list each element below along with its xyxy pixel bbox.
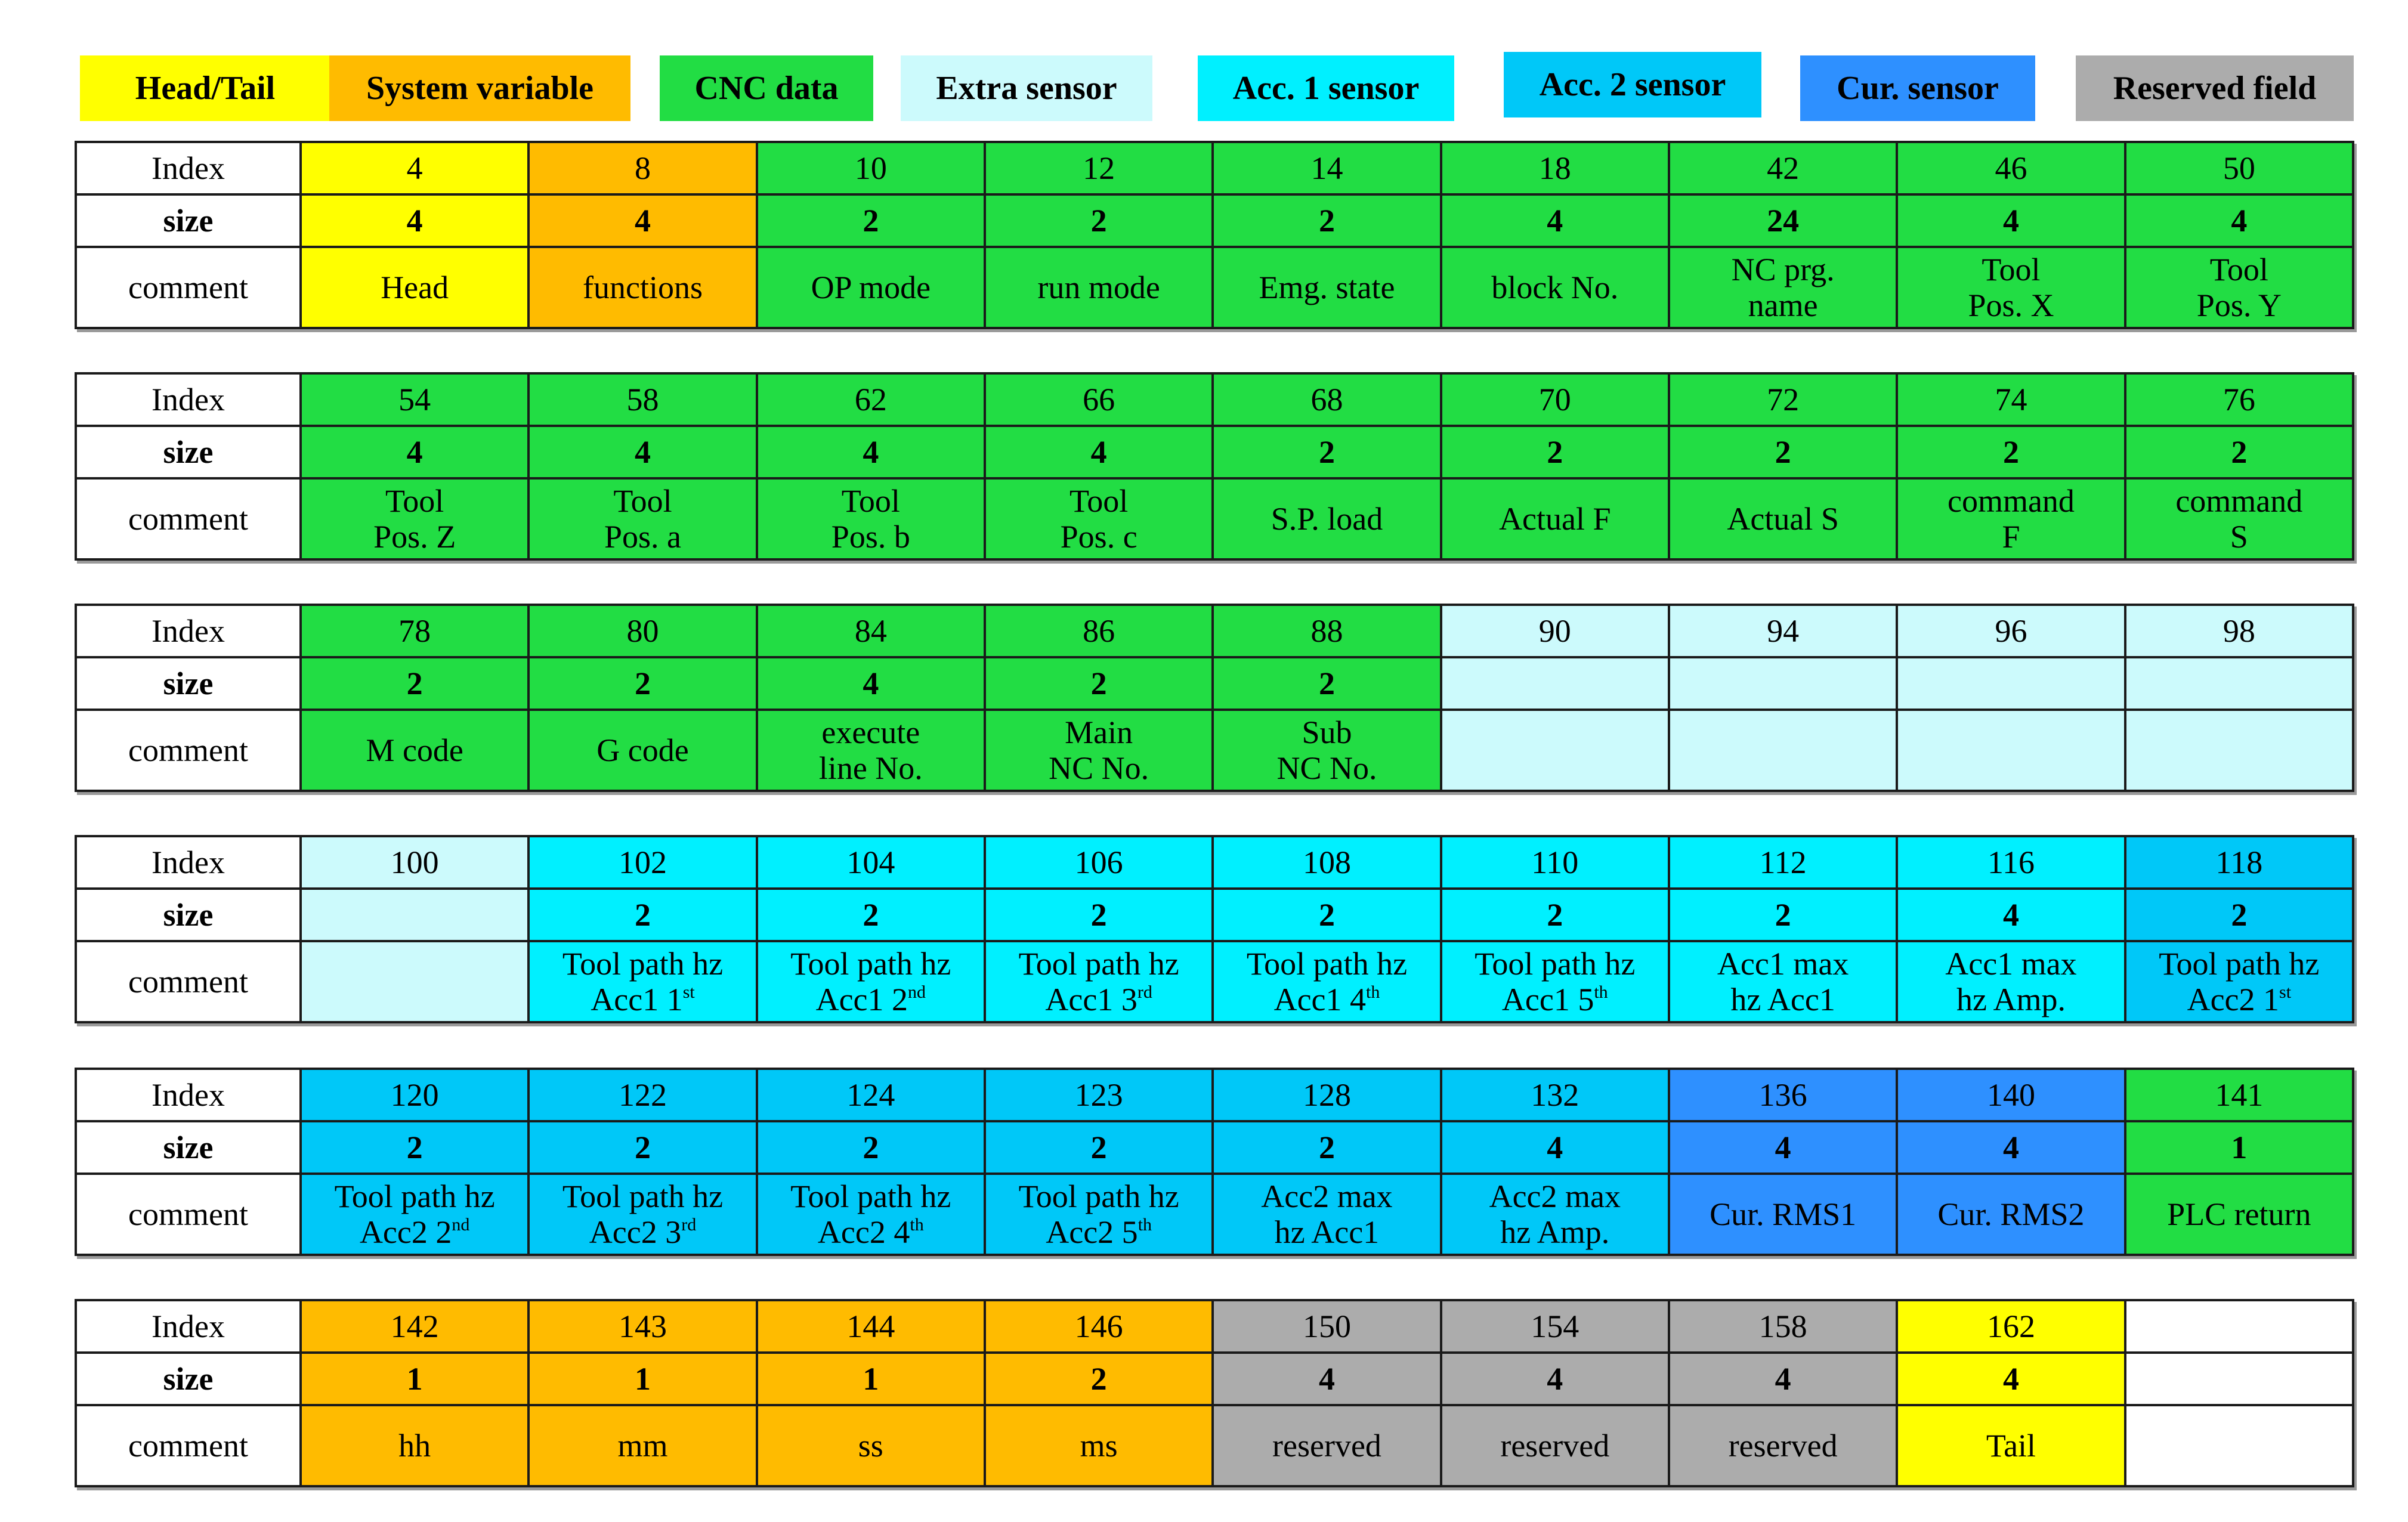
size-cell: 2: [985, 1121, 1213, 1174]
size-cell: [1669, 657, 1897, 710]
comment-cell: [2125, 247, 2353, 328]
comment-cell: [528, 478, 756, 559]
comment-cell: [1441, 710, 1669, 791]
comment-cell: [301, 247, 528, 328]
index-cell: 62: [757, 373, 985, 426]
index-row: [76, 373, 2353, 426]
ordinal-suffix: th: [1594, 982, 1608, 1002]
comment-line-1: command: [1947, 482, 2075, 519]
comment-line-1: reserved: [1272, 1427, 1381, 1464]
comment-line-1: reserved: [1728, 1427, 1838, 1464]
index-cell: [2125, 1300, 2353, 1353]
index-row-label: Index: [76, 373, 301, 426]
comment-line-1: Tool: [385, 482, 444, 519]
size-cell: 2: [528, 657, 756, 710]
index-cell: 84: [757, 605, 985, 657]
data-block-2: [75, 372, 2354, 561]
index-cell: 124: [757, 1069, 985, 1121]
comment-cell: [757, 710, 985, 791]
size-row-label: size: [76, 657, 301, 710]
comment-line-1: Acc1 max: [1945, 945, 2077, 982]
comment-cell: [1669, 247, 1897, 328]
legend-acc2-sensor: Acc. 2 sensor: [1504, 52, 1761, 117]
comment-row-label: comment: [76, 247, 301, 328]
comment-cell: [301, 710, 528, 791]
comment-line-1: Tool path hz: [334, 1178, 495, 1214]
size-cell: 2: [1669, 426, 1897, 478]
comment-line-2: hz Amp.: [1956, 982, 2066, 1017]
comment-line-1: Acc1 max: [1717, 945, 1849, 982]
index-cell: 102: [528, 836, 756, 889]
ordinal-suffix: th: [910, 1215, 924, 1235]
comment-cell: [1669, 1174, 1897, 1255]
size-cell: [301, 889, 528, 941]
comment-line-1: execute: [821, 714, 920, 750]
comment-cell: [1441, 1174, 1669, 1255]
comment-line-2: Pos. c: [1060, 519, 1137, 555]
comment-cell: [301, 1405, 528, 1486]
ordinal-suffix: th: [1366, 982, 1380, 1002]
comment-line-1: Acc2 max: [1261, 1178, 1393, 1214]
comment-cell: [2125, 941, 2353, 1022]
index-cell: 154: [1441, 1300, 1669, 1353]
index-cell: 68: [1213, 373, 1441, 426]
data-block-6: [75, 1299, 2354, 1487]
size-cell: 2: [1213, 889, 1441, 941]
comment-line-1: Cur. RMS2: [1937, 1196, 2085, 1232]
comment-line-1: block No.: [1491, 269, 1619, 305]
index-cell: 78: [301, 605, 528, 657]
size-row-label: size: [76, 194, 301, 247]
index-cell: 108: [1213, 836, 1441, 889]
size-cell: 1: [757, 1353, 985, 1405]
index-cell: 8: [528, 142, 756, 194]
index-cell: 4: [301, 142, 528, 194]
comment-cell: [301, 478, 528, 559]
comment-line-1: run mode: [1037, 269, 1160, 305]
comment-line-1: G code: [596, 732, 689, 768]
comment-line-1: Tool path hz: [1475, 945, 1636, 982]
comment-cell: [985, 1174, 1213, 1255]
comment-cell: [1669, 1405, 1897, 1486]
comment-cell: [2125, 1174, 2353, 1255]
comment-line-1: Tool: [2209, 251, 2268, 287]
index-cell: 146: [985, 1300, 1213, 1353]
index-row-label: Index: [76, 605, 301, 657]
comment-line-2: Pos. Y: [2196, 287, 2282, 323]
comment-cell: [2125, 478, 2353, 559]
index-cell: 80: [528, 605, 756, 657]
index-cell: 140: [1897, 1069, 2125, 1121]
comment-cell: [1897, 710, 2125, 791]
comment-cell: [985, 710, 1213, 791]
index-cell: 42: [1669, 142, 1897, 194]
size-cell: 2: [2125, 889, 2353, 941]
comment-cell: [757, 1174, 985, 1255]
size-row-label: size: [76, 1353, 301, 1405]
size-cell: 2: [757, 194, 985, 247]
size-cell: 4: [1897, 889, 2125, 941]
index-row: [76, 836, 2353, 889]
ordinal-suffix: rd: [1137, 982, 1152, 1002]
comment-row: [76, 478, 2353, 559]
comment-line-2: Pos. X: [1968, 287, 2054, 323]
index-cell: 158: [1669, 1300, 1897, 1353]
comment-line-1: functions: [583, 269, 703, 305]
size-cell: 2: [985, 194, 1213, 247]
size-cell: 2: [1897, 426, 2125, 478]
comment-cell: [1213, 1174, 1441, 1255]
index-cell: 120: [301, 1069, 528, 1121]
comment-cell: [985, 941, 1213, 1022]
size-cell: 4: [301, 194, 528, 247]
comment-cell: [1441, 1405, 1669, 1486]
comment-line-1: Main: [1065, 714, 1133, 750]
index-cell: 162: [1897, 1300, 2125, 1353]
comment-line-2: NC No.: [1276, 750, 1377, 786]
comment-line-2: S: [2230, 519, 2248, 555]
comment-row-label: comment: [76, 1405, 301, 1486]
index-cell: 18: [1441, 142, 1669, 194]
comment-cell: [1441, 478, 1669, 559]
comment-row: [76, 1405, 2353, 1486]
size-cell: 4: [528, 426, 756, 478]
index-cell: 12: [985, 142, 1213, 194]
size-row: [76, 1121, 2353, 1174]
size-cell: 1: [528, 1353, 756, 1405]
size-cell: 2: [1213, 657, 1441, 710]
color-legend: [80, 55, 2354, 126]
index-cell: 98: [2125, 605, 2353, 657]
index-row: [76, 1069, 2353, 1121]
comment-cell: [528, 1174, 756, 1255]
comment-line-2: Pos. a: [604, 519, 681, 555]
index-row-label: Index: [76, 1069, 301, 1121]
ordinal-suffix: nd: [452, 1215, 470, 1235]
size-cell: [1897, 657, 2125, 710]
index-cell: 136: [1669, 1069, 1897, 1121]
data-block-4: [75, 835, 2354, 1023]
index-cell: 14: [1213, 142, 1441, 194]
size-cell: 24: [1669, 194, 1897, 247]
comment-line-1: Tool path hz: [1018, 1178, 1179, 1214]
size-row-label: size: [76, 889, 301, 941]
comment-line-2: hz Acc1: [1274, 1214, 1380, 1250]
comment-line-1: Acc2 max: [1489, 1178, 1621, 1214]
comment-line-1: Tool path hz: [2159, 945, 2320, 982]
comment-cell: [1441, 247, 1669, 328]
index-cell: 90: [1441, 605, 1669, 657]
legend-acc1-sensor: Acc. 1 sensor: [1198, 55, 1454, 121]
legend-cur-sensor: Cur. sensor: [1800, 55, 2035, 121]
index-row: [76, 142, 2353, 194]
comment-cell: [1213, 478, 1441, 559]
comment-row: [76, 1174, 2353, 1255]
index-cell: 66: [985, 373, 1213, 426]
comment-line-1: command: [2175, 482, 2303, 519]
size-row: [76, 1353, 2353, 1405]
comment-row: [76, 941, 2353, 1022]
comment-cell: [301, 941, 528, 1022]
comment-line-1: Tool path hz: [790, 945, 951, 982]
comment-line-1: Cur. RMS1: [1710, 1196, 1857, 1232]
comment-line-2: Acc2 2: [359, 1214, 452, 1250]
size-cell: 4: [1897, 194, 2125, 247]
comment-cell: [1669, 710, 1897, 791]
legend-extra-sensor: Extra sensor: [901, 55, 1152, 121]
comment-line-1: reserved: [1500, 1427, 1610, 1464]
comment-line-1: Actual F: [1499, 500, 1611, 537]
index-row: [76, 605, 2353, 657]
comment-row-label: comment: [76, 710, 301, 791]
size-cell: 2: [985, 657, 1213, 710]
legend-head-tail: Head/Tail: [80, 55, 330, 121]
index-cell: 54: [301, 373, 528, 426]
size-cell: 2: [1669, 889, 1897, 941]
index-cell: 118: [2125, 836, 2353, 889]
size-cell: 4: [2125, 194, 2353, 247]
comment-line-1: Tool: [841, 482, 900, 519]
comment-line-1: Emg. state: [1259, 269, 1395, 305]
size-cell: 4: [757, 426, 985, 478]
comment-line-1: PLC return: [2167, 1196, 2311, 1232]
comment-line-1: S.P. load: [1271, 500, 1383, 537]
comment-line-2: Pos. b: [831, 519, 910, 555]
comment-row: [76, 247, 2353, 328]
comment-cell: [528, 941, 756, 1022]
comment-cell: [757, 247, 985, 328]
comment-line-2: Acc2 4: [817, 1214, 910, 1250]
comment-cell: [2125, 1405, 2353, 1486]
comment-line-1: ms: [1080, 1427, 1118, 1464]
comment-row-label: comment: [76, 941, 301, 1022]
comment-cell: [1669, 478, 1897, 559]
size-cell: 4: [1441, 1353, 1669, 1405]
ordinal-suffix: st: [682, 982, 695, 1002]
size-cell: 2: [757, 1121, 985, 1174]
comment-line-1: Sub: [1302, 714, 1352, 750]
size-cell: 4: [1213, 1353, 1441, 1405]
comment-cell: [2125, 710, 2353, 791]
comment-line-2: Acc1 4: [1273, 982, 1367, 1017]
size-cell: 2: [1213, 1121, 1441, 1174]
size-cell: 4: [1897, 1121, 2125, 1174]
comment-cell: [528, 247, 756, 328]
index-cell: 122: [528, 1069, 756, 1121]
index-row-label: Index: [76, 1300, 301, 1353]
index-cell: 94: [1669, 605, 1897, 657]
comment-cell: [1669, 941, 1897, 1022]
comment-cell: [1897, 1405, 2125, 1486]
size-row: [76, 426, 2353, 478]
index-row: [76, 1300, 2353, 1353]
comment-line-1: hh: [398, 1427, 431, 1464]
comment-row-label: comment: [76, 1174, 301, 1255]
comment-line-1: Tool path hz: [1246, 945, 1408, 982]
comment-cell: [1213, 1405, 1441, 1486]
comment-line-1: Tool: [1982, 251, 2041, 287]
size-cell: 4: [985, 426, 1213, 478]
size-cell: 2: [2125, 426, 2353, 478]
comment-line-2: hz Amp.: [1500, 1214, 1610, 1250]
size-cell: 2: [301, 657, 528, 710]
comment-line-2: Pos. Z: [373, 519, 456, 555]
data-block-1: [75, 141, 2354, 329]
ordinal-suffix: nd: [908, 982, 926, 1002]
comment-line-1: ss: [858, 1427, 883, 1464]
comment-line-1: Head: [381, 269, 449, 305]
index-cell: 70: [1441, 373, 1669, 426]
comment-line-1: Tool: [1069, 482, 1129, 519]
size-row-label: size: [76, 426, 301, 478]
comment-line-1: Actual S: [1727, 500, 1839, 537]
index-cell: 150: [1213, 1300, 1441, 1353]
comment-line-2: name: [1748, 287, 1818, 323]
size-cell: 4: [528, 194, 756, 247]
size-row: [76, 194, 2353, 247]
index-cell: 58: [528, 373, 756, 426]
size-cell: 2: [528, 1121, 756, 1174]
size-cell: 4: [301, 426, 528, 478]
size-row: [76, 889, 2353, 941]
comment-line-1: Tool path hz: [1018, 945, 1179, 982]
index-cell: 141: [2125, 1069, 2353, 1121]
index-cell: 100: [301, 836, 528, 889]
index-cell: 144: [757, 1300, 985, 1353]
comment-cell: [301, 1174, 528, 1255]
index-cell: 112: [1669, 836, 1897, 889]
comment-cell: [1213, 941, 1441, 1022]
comment-line-2: Acc1 5: [1501, 982, 1594, 1017]
comment-line-2: Acc2 3: [589, 1214, 682, 1250]
size-cell: 2: [301, 1121, 528, 1174]
size-cell: 1: [2125, 1121, 2353, 1174]
size-cell: 2: [1213, 194, 1441, 247]
comment-row: [76, 710, 2353, 791]
comment-line-1: OP mode: [811, 269, 931, 305]
comment-line-2: Acc1 3: [1045, 982, 1137, 1017]
size-cell: [2125, 657, 2353, 710]
comment-line-1: Tool path hz: [562, 1178, 724, 1214]
comment-cell: [985, 478, 1213, 559]
size-cell: 2: [985, 889, 1213, 941]
comment-line-1: mm: [617, 1427, 668, 1464]
index-cell: 110: [1441, 836, 1669, 889]
comment-cell: [985, 1405, 1213, 1486]
comment-line-1: Tool: [613, 482, 672, 519]
index-cell: 50: [2125, 142, 2353, 194]
comment-line-1: Tool path hz: [790, 1178, 951, 1214]
size-cell: 2: [985, 1353, 1213, 1405]
size-cell: 2: [1441, 426, 1669, 478]
comment-cell: [1441, 941, 1669, 1022]
size-cell: [1441, 657, 1669, 710]
comment-line-2: hz Acc1: [1730, 982, 1835, 1017]
legend-system-variable: System variable: [329, 55, 630, 121]
comment-cell: [528, 1405, 756, 1486]
index-cell: 143: [528, 1300, 756, 1353]
index-cell: 132: [1441, 1069, 1669, 1121]
size-cell: 2: [757, 889, 985, 941]
index-cell: 88: [1213, 605, 1441, 657]
comment-cell: [528, 710, 756, 791]
size-cell: 1: [301, 1353, 528, 1405]
size-cell: 2: [1441, 889, 1669, 941]
size-row: [76, 657, 2353, 710]
index-cell: 76: [2125, 373, 2353, 426]
data-block-5: [75, 1068, 2354, 1256]
comment-line-1: Tail: [1986, 1427, 2036, 1464]
legend-reserved-field: Reserved field: [2076, 55, 2354, 121]
size-cell: 4: [1441, 1121, 1669, 1174]
size-cell: [2125, 1353, 2353, 1405]
ordinal-suffix: rd: [681, 1215, 697, 1235]
size-cell: 4: [1897, 1353, 2125, 1405]
comment-line-2: F: [2002, 519, 2020, 555]
comment-row-label: comment: [76, 478, 301, 559]
comment-cell: [1897, 247, 2125, 328]
comment-line-2: Acc2 5: [1046, 1214, 1138, 1250]
comment-line-2: Acc2 1: [2187, 982, 2280, 1017]
comment-cell: [757, 941, 985, 1022]
index-cell: 72: [1669, 373, 1897, 426]
index-cell: 106: [985, 836, 1213, 889]
comment-line-1: M code: [366, 732, 463, 768]
comment-cell: [757, 478, 985, 559]
index-cell: 142: [301, 1300, 528, 1353]
index-cell: 128: [1213, 1069, 1441, 1121]
comment-cell: [757, 1405, 985, 1486]
comment-line-1: NC prg.: [1731, 251, 1835, 287]
index-cell: 86: [985, 605, 1213, 657]
ordinal-suffix: th: [1137, 1215, 1152, 1235]
comment-cell: [1897, 941, 2125, 1022]
index-row-label: Index: [76, 836, 301, 889]
size-cell: 2: [1213, 426, 1441, 478]
index-cell: 46: [1897, 142, 2125, 194]
index-cell: 96: [1897, 605, 2125, 657]
data-block-3: [75, 604, 2354, 792]
comment-line-2: line No.: [818, 750, 923, 786]
index-cell: 10: [757, 142, 985, 194]
ordinal-suffix: st: [2279, 982, 2292, 1002]
index-cell: 104: [757, 836, 985, 889]
comment-line-2: Acc1 2: [815, 982, 908, 1017]
comment-cell: [985, 247, 1213, 328]
index-cell: 123: [985, 1069, 1213, 1121]
size-cell: 4: [1441, 194, 1669, 247]
comment-cell: [1897, 478, 2125, 559]
comment-line-2: Acc1 1: [591, 982, 683, 1017]
comment-line-2: NC No.: [1049, 750, 1149, 786]
index-cell: 74: [1897, 373, 2125, 426]
size-cell: 4: [1669, 1353, 1897, 1405]
comment-cell: [1213, 710, 1441, 791]
size-cell: 2: [528, 889, 756, 941]
comment-line-1: Tool path hz: [562, 945, 724, 982]
comment-cell: [1213, 247, 1441, 328]
comment-cell: [1897, 1174, 2125, 1255]
legend-cnc-data: CNC data: [660, 55, 873, 121]
size-row-label: size: [76, 1121, 301, 1174]
size-cell: 4: [1669, 1121, 1897, 1174]
index-cell: 116: [1897, 836, 2125, 889]
size-cell: 4: [757, 657, 985, 710]
index-row-label: Index: [76, 142, 301, 194]
